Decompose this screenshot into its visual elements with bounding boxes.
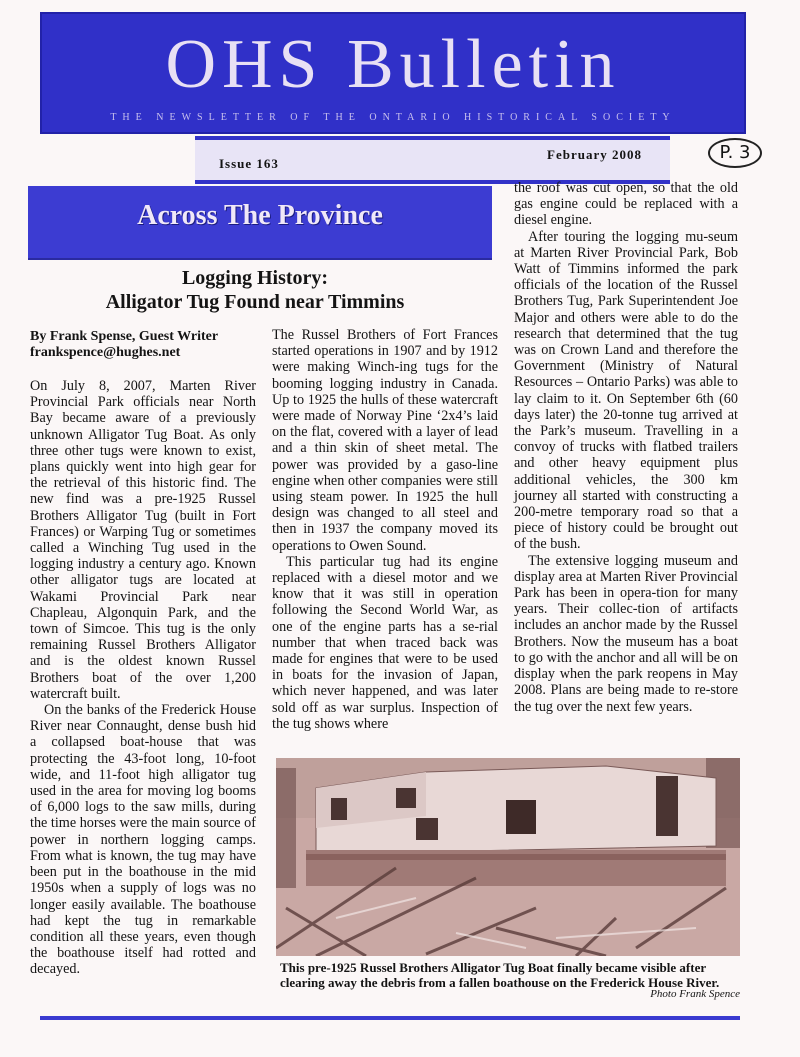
bulletin-subtitle: THE NEWSLETTER OF THE ONTARIO HISTORICAL SOCIETY: [110, 112, 676, 123]
column-1-paragraph-2: On the banks of the Frederick House River near Connaught, dense bush hid a collapsed boat-house that was protecting the 43-foot long, 10-foot wide, and 11-foot high alligator tug used in the area for moving log booms of 6,000 logs to the saw mills, during the time horses were the main source of power in northern logging camps. From what is known, the tug may have been put in the boathouse in the mid 1950s when a supply of logs was no longer easily available. The boathouse had kept the tug in remarkable condition all these years, even though the boathouse itself had rotted and decayed.: [30, 702, 256, 978]
issue-number: Issue 163: [219, 156, 279, 171]
section-title: Across The Province: [137, 200, 383, 231]
column-3-paragraph-3: The extensive logging museum and display area at Marten River Provincial Park has been in opera-tion for many years. Their collec-tion of artifacts includes an anchor made by the Russel Brothers. Now the museum has a boat to go with the anchor and all will be on display when the park reopens in May 2008. Plans are being made to re-store the tug over the next few years.: [514, 552, 738, 715]
photo-caption: This pre-1925 Russel Brothers Alligator Tug Boat finally became visible after clearing away the debris from a fallen boathouse on the Frederick House River.: [280, 960, 720, 990]
section-banner: [28, 186, 492, 260]
handwritten-page-mark: P. 3: [708, 138, 762, 168]
byline-email: frankspence@hughes.net: [30, 345, 181, 360]
bottom-rule: [40, 1016, 740, 1020]
article-column-2: [272, 327, 498, 732]
article-column-3: [514, 180, 738, 715]
issue-date: February 2008: [547, 147, 642, 162]
masthead-banner: [40, 12, 746, 134]
column-3-paragraph-2: After touring the logging mu-seum at Marten River Provincial Park, Bob Watt of Timmins informed the park officials of the location of the Russel Brothers Tug, Park Superintendent Joe Major and others were able to do the research that determined that the tug was on Crown Land and therefore the Government (Ministry of Natural Resources – Ontario Parks) was able to lay claim to it. On September 6th (60 days later) the 20-tonne tug arrived at the Park’s museum. Travelling in a convoy of trucks with flatbed trailers and other heavy equipment plus additional vehicles, the 300 km journey all started with constructing a 200-metre temporary road so that a piece of history could be brought out of the bush.: [514, 228, 738, 553]
issue-bar: [195, 136, 670, 184]
headline-line-1: Logging History:: [181, 267, 329, 289]
column-1-paragraph-1: On July 8, 2007, Marten River Provincial Park officials near North Bay became aware of a previously unknown Alligator Tug Boat. As only three other tugs were known to exist, plans quickly went into high gear for the retrieval of this historic find. The new find was a pre-1925 Russel Brothers Alligator Tug (built in Fort Frances) or Warping Tug or sometimes called a Winching Tug used in the logging industry a century ago. Known other alligator tugs are located at Wakami Provincial Park near Chapleau, Algonquin Park, and the town of Simcoe. This tug is the only remaining Russel Brothers Alligator and is the oldest known Russel Brothers boat of the over 1,200 watercraft built.: [30, 378, 256, 702]
tug-boat-photo-image: [276, 758, 740, 956]
tug-boat-photo: [276, 758, 740, 956]
photo-credit: Photo Frank Spence: [650, 988, 740, 1000]
column-2-paragraph-1: The Russel Brothers of Fort Frances started operations in 1907 and by 1912 were making Winch-ing tugs for the booming logging industry in Canada. Up to 1925 the hulls of these watercraft were made of Norway Pine ‘2x4’s laid on the flat, covered with a layer of lead and a thin skin of sheet metal. The power was provided by a gaso-line engine when other companies were still using steam power. In 1925 the hull design was changed to all steel and then in 1937 the company moved its operations to Owen Sound.: [272, 327, 498, 554]
bulletin-title: OHS Bulletin: [165, 26, 621, 103]
byline-name: By Frank Spense, Guest Writer: [30, 329, 219, 344]
column-2-paragraph-2: This particular tug had its engine replaced with a diesel motor and we know that it was still in operation following the Second World War, as one of the engine parts has a se-rial number that when traced back was made for engines that were to be used in boats for the invasion of Japan, which never happened, and was later sold off as war surplus. Inspection of the tug shows where: [272, 553, 498, 732]
byline: [30, 329, 258, 361]
column-3-paragraph-1: the roof was cut open, so that the old gas engine could be replaced with a diesel engine.: [514, 180, 738, 229]
article-column-1: [30, 378, 256, 978]
article-headline: [40, 266, 470, 314]
headline-line-2: Alligator Tug Found near Timmins: [105, 291, 405, 313]
